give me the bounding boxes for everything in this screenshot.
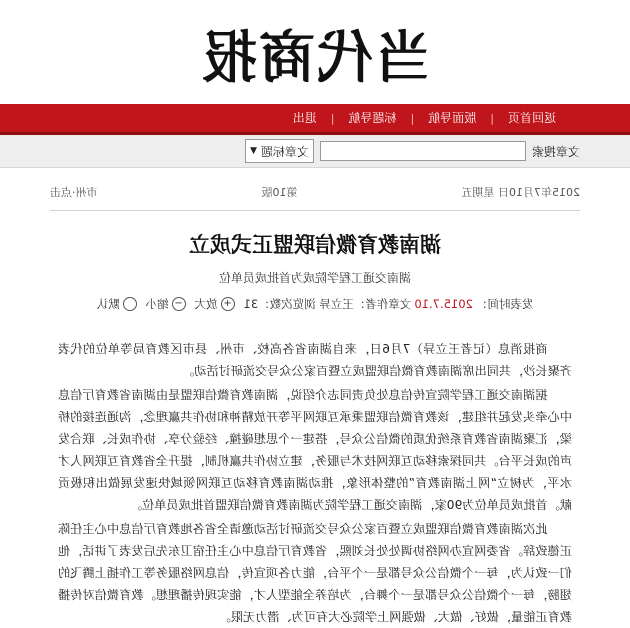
top-nav (0, 104, 630, 135)
nav-separator: | (330, 111, 335, 125)
nav-exit[interactable]: 退出 (292, 111, 317, 125)
article-paragraph: 商报消息（记者王立异）7月6日，来自湖南省各高校、市州、县市区教育局等单位的代表齐聚长沙，共同出席湖南教育微信联盟成立暨百家公众号交流研讨活动。 (58, 342, 572, 378)
article-meta (0, 296, 630, 312)
issue-page: 第10版 (261, 186, 298, 199)
article-paragraph: 据湖南交通工程学院宣传信息处负责同志介绍说，湖南教育微信联盟是由湖南省教育厅信息中心牵头发起并组建，该教育微信联盟秉承互联网平等开放精神和协作共赢理念，沟通连接的桥梁，汇聚湖南省教育系统优质的微信公众号，搭建一个思想碰撞、经验分享、协作成长、联合发声的成长平台。共同探索移动互联网技术与服务，建立协作共赢机制，提升全省教育互联网人才水平，为树立“网上湖南教育”的整体形象，推动湖南教育移动互联网领域快速发展做出积极贡献。首批成员单位为90家，湖南交通工程学院为湖南教育微信联盟首批成员单位。 (58, 388, 572, 512)
zoom-in-icon[interactable]: + (221, 297, 235, 311)
chevron-down-icon: ▼ (250, 146, 257, 156)
search-type-select[interactable] (245, 139, 314, 163)
zoom-in-button[interactable]: 放大 (194, 297, 218, 311)
search-input[interactable] (320, 141, 526, 161)
nav-titles[interactable]: 标题导航 (348, 111, 397, 125)
search-label: 文章搜索 (531, 144, 580, 159)
divider (50, 210, 580, 211)
zoom-out-icon[interactable]: − (172, 297, 186, 311)
meta-prefix: 发表时间： (475, 297, 534, 311)
reset-icon[interactable] (123, 297, 137, 311)
article-subtitle: 湖南交通工程学院成为首批成员单位 (219, 271, 412, 285)
issue-section: 市州·点击 (50, 186, 98, 199)
meta-author-views: 文章作者：王立异 浏览次数：31 (243, 297, 412, 311)
meta-date: 2015.7.10 (414, 297, 473, 311)
masthead (0, 0, 630, 104)
article-body (58, 338, 572, 628)
issue-date: 2015年7月10日 星期五 (461, 186, 580, 199)
logo-text: 当代商报 (199, 25, 431, 91)
nav-home[interactable]: 返回首页 (507, 111, 556, 125)
reset-size-button[interactable]: 默认 (96, 297, 120, 311)
search-bar (0, 135, 630, 168)
article-paragraph: 此次湖南教育微信联盟成立暨百家公众号交流研讨活动邀请全省各地教育厅信息中心主任陈正德致辞。省委网宣办网络协调处处长刘熙，省教育厅信息中心主任宿卫东先后发表了讲话，他们一致认为，每一个微信公众号都是一个平台，能力各项宣传，信息网络服务等工作插上腾飞的翅膀，每一个微信公众号都是一个舞台，为培养全能型人才，能实现传播理想。教育微信对传播教育正能量，做好、做大、做强网上学院必大有可为、潜力无限。 (58, 522, 572, 624)
newspaper-logo (0, 14, 630, 94)
nav-separator: | (490, 111, 494, 125)
issue-info-bar (50, 182, 580, 202)
nav-layout[interactable]: 版面导航 (428, 111, 477, 125)
nav-separator: | (410, 111, 415, 125)
search-type-value: 文章标题 (260, 144, 309, 159)
zoom-out-button[interactable]: 缩小 (145, 297, 169, 311)
article-title: 湖南教育微信联盟正式成立 (189, 232, 441, 257)
